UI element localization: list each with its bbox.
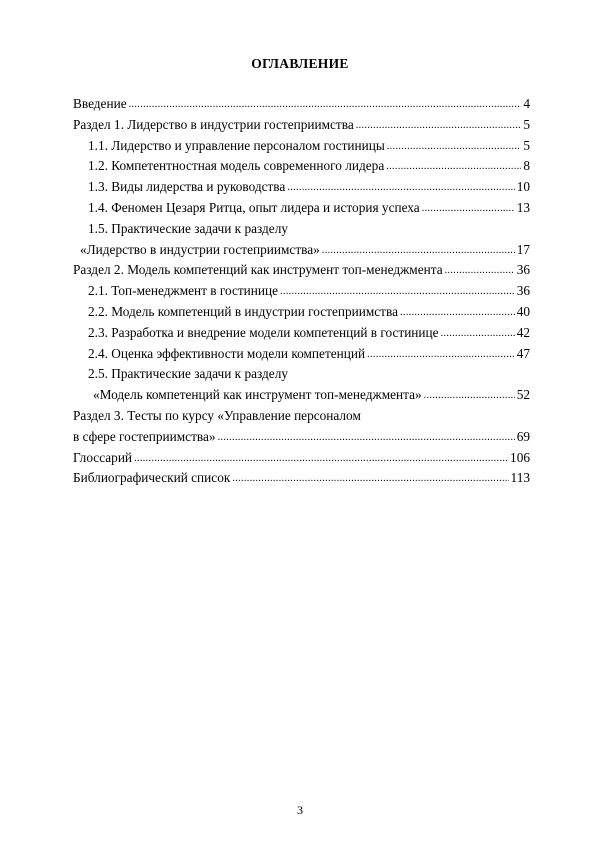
page-title: ОГЛАВЛЕНИЕ <box>251 56 349 71</box>
toc-entry-section-3-continued[interactable] <box>73 427 530 448</box>
toc-entry-section-3[interactable] <box>73 406 530 427</box>
table-of-contents <box>73 94 530 489</box>
toc-entry-label: Введение <box>73 96 127 111</box>
toc-entry-label: Глоссарий <box>73 449 133 465</box>
toc-leader-dots <box>356 114 522 137</box>
toc-leader-dots <box>280 280 515 303</box>
toc-entry-label: 1.5. Практические задачи к разделу <box>88 220 288 236</box>
toc-entry-glossary[interactable] <box>73 448 530 469</box>
toc-entry-section-2[interactable] <box>73 260 530 281</box>
toc-entry-1-5[interactable] <box>73 219 530 240</box>
toc-entry-label: 1.2. Компетентностная модель современного лидера <box>88 158 385 174</box>
toc-entry-label: 2.4. Оценка эффективности модели компетенций <box>88 345 366 361</box>
toc-entry-1-3[interactable] <box>73 177 530 198</box>
toc-entry-page: 106 <box>510 449 530 465</box>
toc-entry-label: Раздел 2. Модель компетенций как инструмент топ-менеджмента <box>73 262 443 278</box>
toc-entry-page: 5 <box>523 116 530 132</box>
toc-leader-dots <box>129 93 522 116</box>
toc-entry-1-4[interactable] <box>73 198 530 219</box>
toc-entry-page: 4 <box>523 96 530 111</box>
toc-entry-2-1[interactable] <box>73 281 530 302</box>
toc-entry-page: 5 <box>523 137 530 153</box>
toc-leader-dots <box>218 426 515 449</box>
toc-leader-dots <box>232 467 508 490</box>
toc-entry-page: 8 <box>523 158 530 174</box>
toc-entry-page: 42 <box>516 324 530 340</box>
toc-entry-page: 10 <box>516 179 530 195</box>
toc-entry-2-3[interactable] <box>73 323 530 344</box>
toc-entry-page: 17 <box>516 241 530 257</box>
toc-entry-bibliography[interactable] <box>73 468 530 489</box>
toc-entry-label: 1.1. Лидерство и управление персоналом гостиницы <box>88 137 385 153</box>
toc-entry-label: «Лидерство в индустрии гостеприимства» <box>80 241 320 257</box>
toc-entry-page: 36 <box>516 262 530 278</box>
toc-leader-dots <box>322 239 515 262</box>
toc-entry-page: 47 <box>516 345 530 361</box>
toc-leader-dots <box>367 343 515 366</box>
toc-leader-dots <box>424 384 515 407</box>
toc-entry-2-5[interactable] <box>73 364 530 385</box>
toc-entry-label: 1.4. Феномен Цезаря Ритца, опыт лидера и история успеха <box>88 199 420 215</box>
toc-entry-introduction[interactable] <box>73 94 530 115</box>
toc-entry-label: 2.5. Практические задачи к разделу <box>88 366 288 382</box>
toc-leader-dots <box>387 135 522 158</box>
toc-leader-dots <box>400 301 515 324</box>
toc-entry-2-4[interactable] <box>73 344 530 365</box>
page-number: 3 <box>297 803 303 817</box>
toc-leader-dots <box>386 155 521 178</box>
toc-entry-label: Раздел 1. Лидерство в индустрии гостеприимства <box>73 116 354 132</box>
toc-entry-label: 1.3. Виды лидерства и руководства <box>88 179 286 195</box>
toc-entry-label: 2.1. Топ-менеджмент в гостинице <box>88 283 279 299</box>
toc-entry-2-5-continued[interactable] <box>73 385 530 406</box>
toc-leader-dots <box>422 197 515 220</box>
toc-entry-1-5-continued[interactable] <box>73 240 530 261</box>
toc-leader-dots <box>445 259 515 282</box>
toc-entry-page: 36 <box>516 283 530 299</box>
toc-entry-label: Библиографический список <box>73 470 231 486</box>
toc-entry-page: 13 <box>516 199 530 215</box>
toc-entry-2-2[interactable] <box>73 302 530 323</box>
toc-entry-1-2[interactable] <box>73 156 530 177</box>
toc-entry-label: 2.2. Модель компетенций в индустрии гостеприимства <box>88 303 399 319</box>
toc-leader-dots <box>134 447 508 470</box>
toc-entry-page: 113 <box>510 470 530 486</box>
toc-entry-label: «Модель компетенций как инструмент топ-менеджмента» <box>93 387 422 403</box>
toc-leader-dots <box>287 176 514 199</box>
toc-entry-section-1[interactable] <box>73 115 530 136</box>
toc-entry-label: в сфере гостеприимства» <box>73 428 216 444</box>
toc-entry-page: 69 <box>516 428 530 444</box>
toc-entry-page: 52 <box>516 387 530 403</box>
toc-entry-label: Раздел 3. Тесты по курсу «Управление персоналом <box>73 407 361 423</box>
toc-entry-page: 40 <box>516 303 530 319</box>
toc-entry-1-1[interactable] <box>73 136 530 157</box>
toc-leader-dots <box>441 322 515 345</box>
toc-entry-label: 2.3. Разработка и внедрение модели компетенций в гостинице <box>88 324 439 340</box>
